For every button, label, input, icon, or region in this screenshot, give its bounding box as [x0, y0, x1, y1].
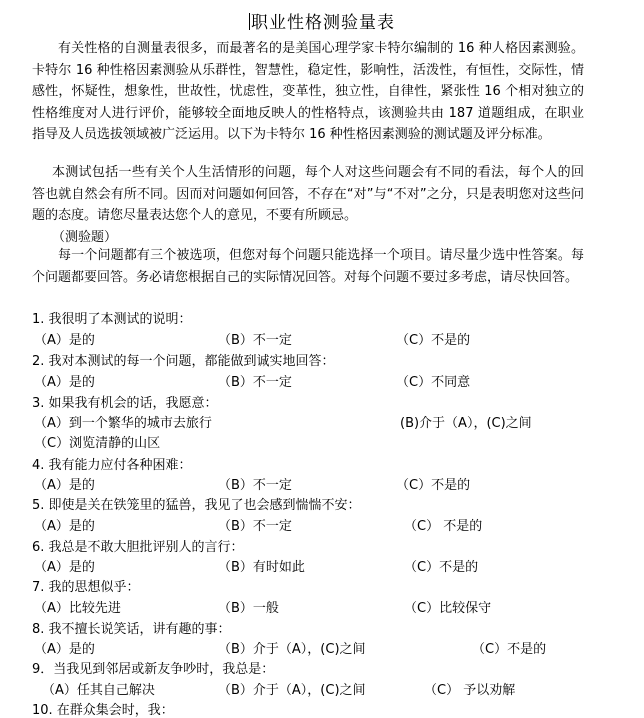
- question-1: 1. 我很明了本测试的说明：: [32, 312, 192, 327]
- description-paragraph: 本测试包括一些有关个人生活情形的问题，每个人对这些问题会有不同的看法，每个人的回答也就自然会有所不同。因而对问题如何回答，不存在“对”与“不对”之分，只是表明您对这些问题的态度。请您尽量表达您个人的意见，不要有所顾忌。: [32, 165, 584, 223]
- question-7: 7. 我的思想似乎：: [32, 580, 140, 595]
- q5-option-c: （C） 不是的: [404, 519, 483, 534]
- question-10: 10. 在群众集会时，我：: [32, 703, 174, 718]
- text-cursor: [249, 13, 250, 30]
- q8-option-a: （A）是的: [34, 642, 95, 657]
- q6-option-b: （B）有时如此: [218, 560, 305, 575]
- q4-option-a: （A）是的: [34, 478, 95, 493]
- question-8: 8. 我不擅长说笑话，讲有趣的事：: [32, 622, 231, 637]
- q2-option-b: （B）不一定: [218, 375, 292, 390]
- q1-option-a: （A）是的: [34, 333, 95, 348]
- q8-option-b: （B）介于（A），(C)之间: [218, 642, 366, 657]
- q4-option-c: （C）不是的: [396, 478, 471, 493]
- q1-option-c: （C）不是的: [396, 333, 471, 348]
- question-2: 2. 我对本测试的每一个问题，都能做到诚实地回答：: [32, 354, 335, 369]
- q3-option-c: （C）浏览清静的山区: [34, 436, 161, 451]
- question-4: 4. 我有能力应付各种困难：: [32, 458, 192, 473]
- document-title-text: 职业性格测验量表: [251, 13, 395, 33]
- q4-option-b: （B）不一定: [218, 478, 292, 493]
- q2-option-a: （A）是的: [34, 375, 95, 390]
- q9-option-b: （B）介于（A），(C)之间: [218, 683, 366, 698]
- q9-option-c: （C） 予以劝解: [424, 683, 516, 698]
- q8-option-c: （C）不是的: [472, 642, 547, 657]
- q6-option-a: （A）是的: [34, 560, 95, 575]
- section-label: （测验题）: [52, 230, 118, 245]
- instructions-paragraph: 每一个问题都有三个被选项，但您对每个问题只能选择一个项目。请尽量少选中性答案。每个问题都要回答。务必请您根据自己的实际情况回答。对每个问题不要过多考虑，请尽快回答。: [32, 248, 584, 285]
- q6-option-c: （C）不是的: [404, 560, 479, 575]
- q1-option-b: （B）不一定: [218, 333, 292, 348]
- question-3: 3. 如果我有机会的话，我愿意：: [32, 396, 218, 411]
- q7-option-b: （B）一般: [218, 601, 279, 616]
- q3-option-b: (B)介于（A），(C)之间: [400, 416, 532, 431]
- question-6: 6. 我总是不敢大胆批评别人的言行：: [32, 540, 244, 555]
- q2-option-c: （C）不同意: [396, 375, 471, 390]
- q7-option-c: （C）比较保守: [404, 601, 492, 616]
- question-5: 5. 即使是关在铁笼里的猛兽，我见了也会感到惴惴不安：: [32, 498, 361, 513]
- intro-paragraph: 有关性格的自测量表很多，而最著名的是美国心理学家卡特尔编制的 16 种人格因素测验。卡特尔 16 种性格因素测验从乐群性，智慧性，稳定性，影响性，活泼性，有恒性，交际性，情感性，怀疑性，想象性，世故性，忧虑性，变革性，独立性，自律性，紧张性 16 个相对独立的性格维度对人进行评价，能够较全面地反映人的性格特点，该测验共由 187 道题组成，在职业指导及人员选拔领域被广泛运用。以下为卡特尔 16 种性格因素测验的测试题及评分标准。: [32, 41, 584, 142]
- q9-option-a: （A）任其自己解决: [42, 683, 155, 698]
- q5-option-a: （A）是的: [34, 519, 95, 534]
- document-title: [0, 8, 644, 33]
- question-9: 9．当我见到邻居或新友争吵时，我总是：: [32, 662, 275, 677]
- q7-option-a: （A）比较先进: [34, 601, 121, 616]
- q3-option-a: （A）到一个繁华的城市去旅行: [34, 416, 212, 431]
- q5-option-b: （B）不一定: [218, 519, 292, 534]
